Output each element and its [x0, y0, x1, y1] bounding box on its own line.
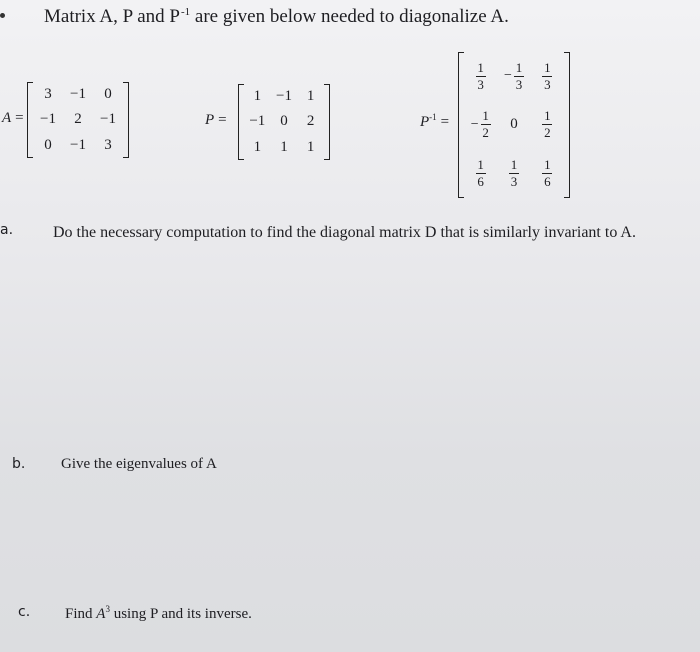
fraction-denominator: 2	[544, 125, 551, 141]
matrix-a-cell: 3	[44, 86, 52, 103]
matrix-p-cell: 1	[253, 138, 262, 155]
minus-sign: −	[470, 116, 479, 132]
matrix-a-cell: −1	[70, 136, 86, 153]
fraction-numerator: 1	[477, 59, 484, 75]
matrix-p-cell: 1	[306, 138, 315, 155]
question-c-text	[65, 604, 252, 623]
matrix-p-label-group	[205, 111, 227, 129]
question-c-prefix: Find	[65, 606, 97, 622]
matrix-pinv-value: 0	[510, 116, 518, 133]
matrix-p-inverse	[458, 52, 570, 198]
matrix-a-cell: 3	[104, 136, 112, 153]
matrix-pinv-cell	[471, 109, 491, 140]
matrix-p	[238, 84, 330, 160]
question-a-label: a.	[0, 222, 14, 238]
question-c-label: c.	[18, 604, 31, 620]
matrix-a	[27, 82, 129, 158]
matrix-pinv-equals: =	[440, 114, 450, 130]
matrix-a-label-group	[2, 109, 24, 127]
matrix-pinv-cell	[542, 61, 552, 92]
matrix-pinv-superscript: -1	[429, 112, 437, 122]
matrix-p-cell: 1	[306, 88, 315, 105]
fraction-numerator: 1	[515, 59, 523, 75]
matrix-p-cell: 0	[280, 113, 288, 130]
matrix-a-cell: 2	[74, 111, 82, 128]
matrix-pinv-cell	[509, 158, 519, 189]
fraction-numerator: 1	[510, 157, 518, 173]
matrix-pinv-label: $P^{-1}$	[420, 112, 437, 130]
heading-prefix: Matrix A, P and P	[44, 6, 180, 27]
matrix-a-label: A	[2, 110, 12, 126]
fraction	[476, 158, 486, 189]
question-c-exponent: 3	[105, 604, 110, 614]
matrix-pinv-cell	[504, 61, 524, 92]
question-b-text: Give the eigenvalues of A	[61, 456, 217, 472]
question-c-suffix: using P and its inverse.	[109, 606, 252, 622]
matrix-a-cell: −1	[40, 111, 56, 128]
fraction-denominator: 6	[544, 174, 551, 190]
fraction-numerator: 1	[544, 108, 551, 124]
matrix-p-cell: −1	[276, 88, 292, 105]
fraction	[542, 61, 552, 92]
matrix-p-cell: 1	[280, 138, 288, 155]
fraction-numerator: 1	[477, 157, 484, 173]
fraction	[509, 158, 519, 189]
matrix-a-equals: =	[15, 110, 24, 126]
fraction-denominator: 2	[482, 125, 489, 141]
page-heading	[44, 6, 509, 28]
fraction	[481, 109, 491, 140]
matrix-pinv-cell	[476, 158, 486, 189]
matrix-p-equals: =	[218, 112, 227, 128]
matrix-a-cell: 0	[44, 136, 52, 153]
matrix-p-label: P	[205, 112, 215, 128]
heading-suffix: are given below needed to diagonalize A.	[190, 6, 509, 27]
fraction-numerator: 1	[544, 157, 551, 173]
fraction-denominator: 6	[477, 174, 484, 190]
heading-superscript: -1	[181, 6, 191, 18]
fraction-numerator: 1	[544, 59, 551, 75]
matrix-p-cell: 2	[306, 113, 315, 130]
fraction	[542, 109, 552, 140]
fraction-denominator: 3	[477, 76, 484, 92]
fraction	[476, 61, 486, 92]
matrix-a-cell: 0	[104, 86, 112, 103]
fraction-numerator: 1	[482, 108, 489, 124]
question-a-text: Do the necessary computation to find the diagonal matrix D that is similarly invariant to A.	[53, 224, 636, 241]
fraction-denominator: 3	[510, 174, 518, 190]
page-edge-mark	[0, 13, 5, 18]
fraction	[542, 158, 552, 189]
matrix-pinv-cell	[476, 61, 486, 92]
question-c-variable: A	[96, 606, 106, 622]
fraction-denominator: 3	[544, 76, 551, 92]
fraction	[514, 61, 524, 92]
matrix-pinv-label-group	[420, 112, 449, 131]
matrix-a-cell: −1	[100, 111, 116, 128]
matrix-pinv-cell	[542, 109, 552, 140]
matrix-a-cell: −1	[70, 86, 86, 103]
matrix-p-cell: −1	[249, 113, 266, 130]
minus-sign: −	[504, 68, 512, 84]
fraction-denominator: 3	[515, 76, 523, 92]
question-b-label: b.	[12, 456, 26, 472]
matrix-pinv-cell	[542, 158, 552, 189]
matrix-p-cell: 1	[253, 88, 262, 105]
matrix-pinv-cell	[510, 116, 518, 133]
